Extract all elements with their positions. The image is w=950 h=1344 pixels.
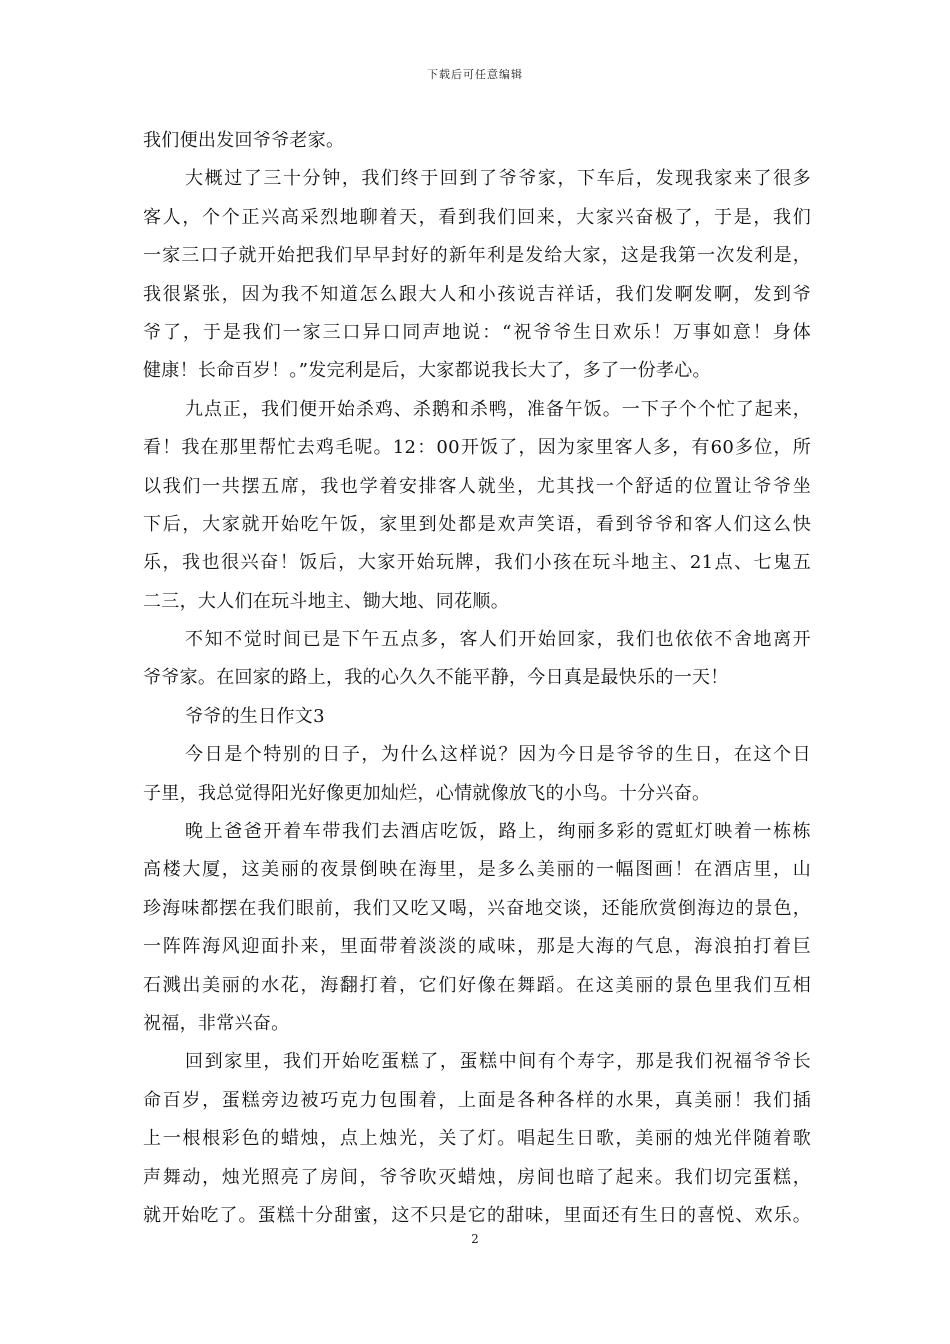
paragraph-line: 祝福，非常兴奋。 bbox=[143, 1012, 290, 1034]
section-heading: 爷爷的生日作文3 bbox=[185, 705, 325, 727]
paragraph-line: 下后，大家就开始吃午饭，家里到处都是欢声笑语，看到爷爷和客人们这么快 bbox=[143, 513, 811, 535]
paragraph-line: 声舞动，烛光照亮了房间，爷爷吹灭蜡烛，房间也暗了起来。我们切完蛋糕， bbox=[143, 1166, 811, 1188]
paragraph-line: 以我们一共摆五席，我也学着安排客人就坐，尤其找一个舒适的位置让爷爷坐 bbox=[143, 475, 811, 497]
paragraph-line: 乐，我也很兴奋！饭后，大家开始玩牌，我们小孩在玩斗地主、21点、七鬼五 bbox=[143, 552, 811, 574]
paragraph-line: 九点正，我们便开始杀鸡、杀鹅和杀鸭，准备午饭。一下子个个忙了起来， bbox=[185, 398, 811, 420]
paragraph-line: 我很紧张，因为我不知道怎么跟大人和小孩说吉祥话，我们发啊发啊，发到爷 bbox=[143, 283, 811, 305]
paragraph-line: 健康！长命百岁！。”发完利是后，大家都说我长大了，多了一份孝心。 bbox=[143, 360, 711, 382]
paragraph-line: 一阵阵海风迎面扑来，里面带着淡淡的咸味，那是大海的气息，海浪拍打着巨 bbox=[143, 936, 811, 958]
paragraph-line: 爷爷家。在回家的路上，我的心久久不能平静，今日真是最快乐的一天！ bbox=[143, 667, 729, 689]
page-header-note: 下载后可任意编辑 bbox=[427, 68, 523, 81]
page-number: 2 bbox=[471, 1232, 479, 1246]
paragraph-line: 大概过了三十分钟，我们终于回到了爷爷家，下车后，发现我家来了很多 bbox=[185, 168, 811, 190]
paragraph-line: 珍海味都摆在我们眼前，我们又吃又喝，兴奋地交谈，还能欣赏倒海边的景色， bbox=[143, 897, 811, 919]
paragraph-line: 我们便出发回爷爷老家。 bbox=[143, 130, 345, 151]
paragraph-line: 二三，大人们在玩斗地主、锄大地、同花顺。 bbox=[143, 590, 509, 612]
paragraph-line: 晚上爸爸开着车带我们去酒店吃饭，路上，绚丽多彩的霓虹灯映着一栋栋 bbox=[185, 821, 811, 843]
paragraph-line: 看！我在那里帮忙去鸡毛呢。12：00开饭了，因为家里客人多，有60多位，所 bbox=[143, 437, 811, 459]
paragraph-line: 客人，个个正兴高采烈地聊着天，看到我们回来，大家兴奋极了，于是，我们 bbox=[143, 206, 811, 228]
paragraph-line: 今日是个特别的日子，为什么这样说？因为今日是爷爷的生日，在这个日 bbox=[185, 744, 811, 766]
document-body bbox=[143, 122, 811, 1235]
paragraph-line: 就开始吃了。蛋糕十分甜蜜，这不只是它的甜味，里面还有生日的喜悦、欢乐。 bbox=[143, 1204, 811, 1226]
paragraph-line: 子里，我总觉得阳光好像更加灿烂，心情就像放飞的小鸟。十分兴奋。 bbox=[143, 782, 711, 804]
paragraph-line: 一家三口子就开始把我们早早封好的新年利是发给大家，这是我第一次发利是， bbox=[143, 245, 811, 267]
paragraph-line: 上一根根彩色的蜡烛，点上烛光，关了灯。唱起生日歌，美丽的烛光伴随着歌 bbox=[143, 1128, 811, 1150]
paragraph-line: 命百岁，蛋糕旁边被巧克力包围着，上面是各种各样的水果，真美丽！我们插 bbox=[143, 1089, 811, 1111]
paragraph-line: 高楼大厦，这美丽的夜景倒映在海里，是多么美丽的一幅图画！在酒店里，山 bbox=[143, 859, 811, 881]
paragraph-line: 不知不觉时间已是下午五点多，客人们开始回家，我们也依依不舍地离开 bbox=[185, 629, 811, 651]
paragraph-line: 回到家里，我们开始吃蛋糕了，蛋糕中间有个寿字，那是我们祝福爷爷长 bbox=[185, 1051, 811, 1073]
paragraph-line: 石溅出美丽的水花，海翻打着，它们好像在舞蹈。在这美丽的景色里我们互相 bbox=[143, 974, 811, 996]
paragraph-line: 爷了，于是我们一家三口异口同声地说：“祝爷爷生日欢乐！万事如意！身体 bbox=[143, 321, 811, 343]
